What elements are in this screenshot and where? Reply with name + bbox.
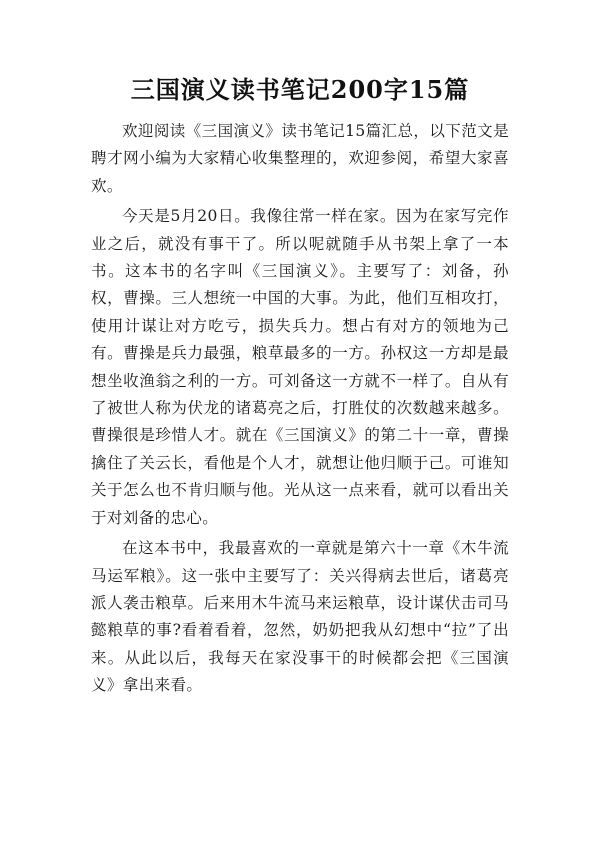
paragraph-story: 今天是5月20日。我像往常一样在家。因为在家写完作业之后，就没有事干了。所以呢就随手从书架上拿了一本书。这本书的名字叫《三国演义》。主要写了：刘备，孙权，曹操。三人想统一中国的大事。为此，他们互相攻打，使用计谋让对方吃亏，损失兵力。想占有对方的领地为己有。曹操是兵力最强，粮草最多的一方。孙权这一方却是最想坐收渔翁之利的一方。可刘备这一方就不一样了。自从有了被世人称为伏龙的诸葛亮之后，打胜仗的次数越来越多。曹操很是珍惜人才。就在《三国演义》的第二十一章，曹操擒住了关云长，看他是个人才，就想让他归顺于己。可谁知关于怎么也不肯归顺与他。光从这一点来看，就可以看出关于对刘备的忠心。 [91,207,509,527]
paragraph-intro: 欢迎阅读《三国演义》读书笔记15篇汇总，以下范文是聘才网小编为大家精心收集整理的，欢迎参阅，希望大家喜欢。 [91,122,509,195]
paragraph-favorite-chapter: 在这本书中，我最喜欢的一章就是第六十一章《木牛流马运军粮》。这一张中主要写了：关兴得病去世后，诸葛亮派人袭击粮草。后来用木牛流马来运粮草，设计谋伏击司马懿粮草的事?看着看着，忽然，奶奶把我从幻想中“拉”了出来。从此以后，我每天在家没事干的时候都会把《三国演义》拿出来看。 [91,539,509,695]
document-title: 三国演义读书笔记200字15篇 [130,75,470,104]
document-body [91,118,509,703]
